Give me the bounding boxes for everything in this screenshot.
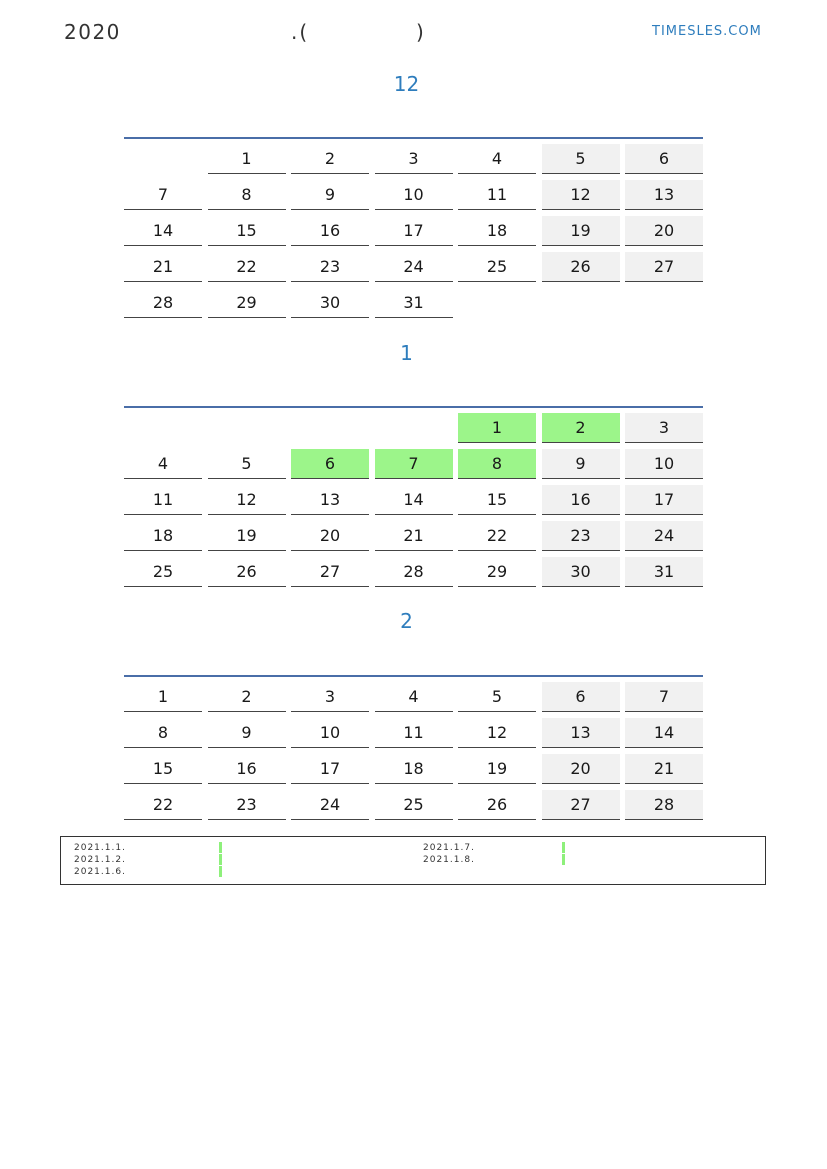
day-cell: 30 <box>542 557 620 587</box>
day-cell: 8 <box>124 718 202 748</box>
day-cell: 7 <box>625 682 703 712</box>
day-cell: 10 <box>291 718 369 748</box>
day-cell: 19 <box>208 521 286 551</box>
day-cell: 21 <box>375 521 453 551</box>
day-cell: 19 <box>542 216 620 246</box>
day-cell: 3 <box>375 144 453 174</box>
day-cell: 22 <box>124 790 202 820</box>
day-cell: 1 <box>458 413 536 443</box>
day-cell: 29 <box>208 288 286 318</box>
day-cell: 25 <box>375 790 453 820</box>
day-cell: 11 <box>375 718 453 748</box>
month-title-february: 2 <box>400 609 413 633</box>
day-cell: 10 <box>375 180 453 210</box>
day-cell: 5 <box>208 449 286 479</box>
month-title-december: 12 <box>393 72 420 96</box>
day-cell: 23 <box>208 790 286 820</box>
day-cell: 9 <box>208 718 286 748</box>
legend-date: 2021.1.6. <box>74 867 126 877</box>
day-cell: 4 <box>375 682 453 712</box>
header-paren-close: ) <box>416 20 424 44</box>
day-cell: 6 <box>542 682 620 712</box>
day-cell: 23 <box>291 252 369 282</box>
site-logo[interactable]: TIMESLES.COM <box>652 24 762 39</box>
day-cell: 8 <box>208 180 286 210</box>
day-cell: 15 <box>124 754 202 784</box>
day-cell: 3 <box>291 682 369 712</box>
day-cell: 12 <box>458 718 536 748</box>
day-cell: 31 <box>375 288 453 318</box>
day-cell: 27 <box>625 252 703 282</box>
day-cell: 28 <box>124 288 202 318</box>
day-cell: 8 <box>458 449 536 479</box>
day-cell: 12 <box>542 180 620 210</box>
day-cell: 13 <box>542 718 620 748</box>
day-cell: 5 <box>542 144 620 174</box>
day-cell: 16 <box>542 485 620 515</box>
day-cell: 14 <box>625 718 703 748</box>
day-cell: 20 <box>542 754 620 784</box>
day-cell: 24 <box>291 790 369 820</box>
day-cell: 21 <box>124 252 202 282</box>
day-cell: 26 <box>542 252 620 282</box>
day-cell: 27 <box>542 790 620 820</box>
day-cell: 28 <box>625 790 703 820</box>
day-cell: 30 <box>291 288 369 318</box>
day-cell: 11 <box>124 485 202 515</box>
day-cell: 13 <box>291 485 369 515</box>
day-cell: 7 <box>375 449 453 479</box>
day-cell: 9 <box>542 449 620 479</box>
day-cell: 9 <box>291 180 369 210</box>
calendar-rule <box>124 406 703 408</box>
calendar-rule <box>124 137 703 139</box>
day-cell: 1 <box>208 144 286 174</box>
day-cell: 17 <box>291 754 369 784</box>
day-cell: 19 <box>458 754 536 784</box>
day-cell: 23 <box>542 521 620 551</box>
day-cell: 14 <box>375 485 453 515</box>
day-cell: 24 <box>625 521 703 551</box>
legend-holiday-mark <box>219 866 222 877</box>
day-cell: 25 <box>124 557 202 587</box>
day-cell: 15 <box>208 216 286 246</box>
day-cell: 17 <box>625 485 703 515</box>
day-cell: 26 <box>458 790 536 820</box>
legend-holiday-mark <box>219 854 222 865</box>
day-cell: 18 <box>124 521 202 551</box>
legend-holiday-mark <box>562 854 565 865</box>
day-cell: 10 <box>625 449 703 479</box>
day-cell: 11 <box>458 180 536 210</box>
legend-date: 2021.1.8. <box>423 855 475 865</box>
day-cell: 14 <box>124 216 202 246</box>
day-cell: 13 <box>625 180 703 210</box>
day-cell: 7 <box>124 180 202 210</box>
day-cell: 6 <box>625 144 703 174</box>
day-cell: 24 <box>375 252 453 282</box>
day-cell: 16 <box>291 216 369 246</box>
calendar-rule <box>124 675 703 677</box>
day-cell: 15 <box>458 485 536 515</box>
day-cell: 17 <box>375 216 453 246</box>
legend-holiday-mark <box>562 842 565 853</box>
legend-date: 2021.1.1. <box>74 843 126 853</box>
day-cell: 22 <box>458 521 536 551</box>
day-cell: 18 <box>375 754 453 784</box>
day-cell: 31 <box>625 557 703 587</box>
day-cell: 18 <box>458 216 536 246</box>
day-cell: 12 <box>208 485 286 515</box>
day-cell: 2 <box>291 144 369 174</box>
day-cell: 3 <box>625 413 703 443</box>
day-cell: 28 <box>375 557 453 587</box>
day-cell: 25 <box>458 252 536 282</box>
day-cell: 2 <box>542 413 620 443</box>
day-cell: 4 <box>124 449 202 479</box>
holiday-legend <box>60 836 766 885</box>
day-cell: 21 <box>625 754 703 784</box>
month-title-january: 1 <box>400 341 413 365</box>
day-cell: 26 <box>208 557 286 587</box>
day-cell: 4 <box>458 144 536 174</box>
day-cell: 20 <box>291 521 369 551</box>
day-cell: 2 <box>208 682 286 712</box>
legend-date: 2021.1.7. <box>423 843 475 853</box>
legend-holiday-mark <box>219 842 222 853</box>
header-paren-open: .( <box>291 20 310 44</box>
day-cell: 20 <box>625 216 703 246</box>
legend-date: 2021.1.2. <box>74 855 126 865</box>
day-cell: 16 <box>208 754 286 784</box>
day-cell: 1 <box>124 682 202 712</box>
day-cell: 5 <box>458 682 536 712</box>
day-cell: 22 <box>208 252 286 282</box>
day-cell: 6 <box>291 449 369 479</box>
day-cell: 27 <box>291 557 369 587</box>
day-cell: 29 <box>458 557 536 587</box>
header-year: 2020 <box>64 20 121 44</box>
